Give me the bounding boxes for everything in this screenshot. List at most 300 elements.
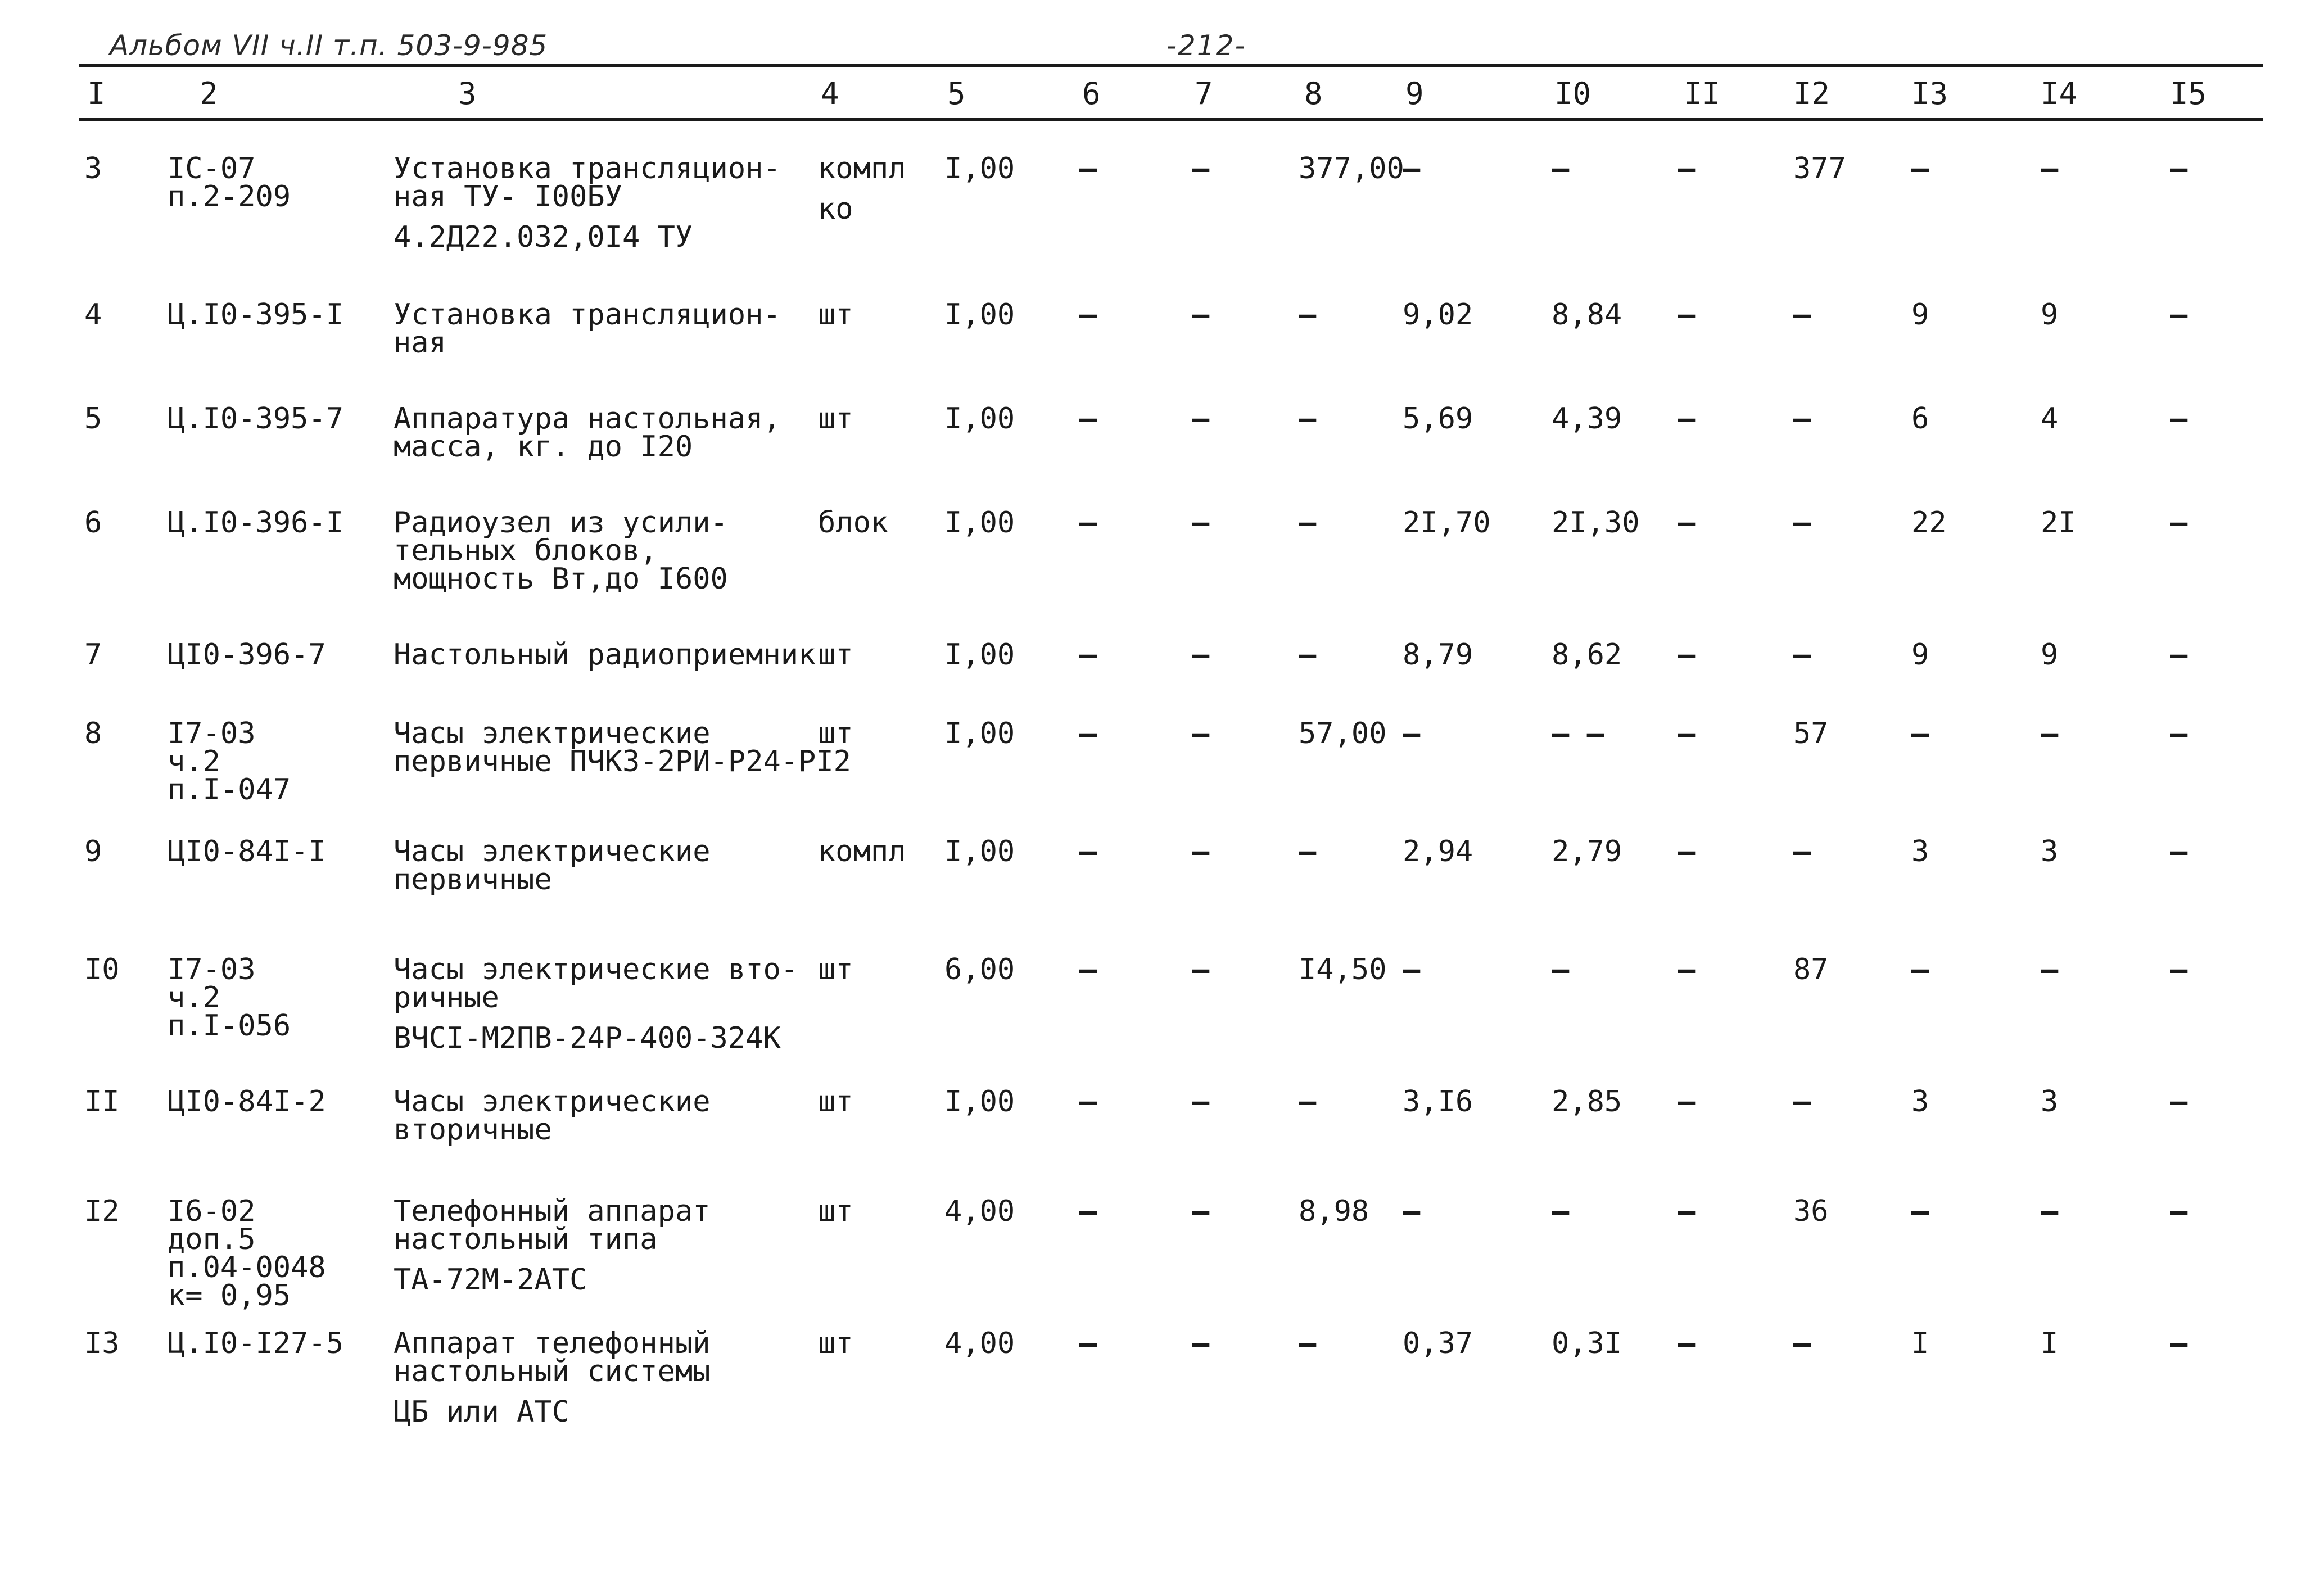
cell-value: – – bbox=[1552, 717, 1604, 750]
row-10-col-7 bbox=[1192, 1194, 1210, 1228]
row-5-col-5 bbox=[944, 638, 1015, 672]
row-11-col-2 bbox=[168, 1327, 344, 1360]
cell-line: Ц.I0-395-7 bbox=[168, 402, 344, 436]
cell-value: – bbox=[1793, 835, 1811, 868]
column-number-13: I3 bbox=[1911, 76, 1948, 111]
row-2-col-1 bbox=[84, 298, 102, 332]
row-9-col-9 bbox=[1403, 1085, 1473, 1119]
row-11-col-6 bbox=[1079, 1327, 1097, 1360]
row-3-col-5 bbox=[944, 402, 1015, 436]
row-6-col-7 bbox=[1192, 719, 1209, 748]
cell-value: – bbox=[1192, 298, 1210, 332]
cell-value: 4,00 bbox=[944, 1194, 1015, 1228]
cell-value: 2,85 bbox=[1552, 1085, 1622, 1119]
cell-value: – bbox=[2170, 506, 2188, 540]
row-10-col-15 bbox=[2170, 1194, 2188, 1228]
cell-value: – bbox=[1079, 717, 1097, 750]
row-9-col-13 bbox=[1911, 1085, 1929, 1119]
row-10-col-9 bbox=[1403, 1194, 1421, 1228]
cell-value: – bbox=[1299, 638, 1317, 672]
cell-value: 9 bbox=[84, 835, 102, 868]
cell-value: – bbox=[2170, 402, 2188, 436]
column-number-8: 8 bbox=[1304, 76, 1323, 111]
cell-value: – bbox=[1793, 638, 1811, 672]
cell-value: 3 bbox=[1911, 835, 1929, 868]
cell-line: масса, кг. до I20 bbox=[394, 430, 693, 464]
cell-line: ЦI0-84I-I bbox=[168, 835, 326, 868]
cell-value: – bbox=[2170, 953, 2188, 986]
row-3-col-12 bbox=[1793, 402, 1811, 436]
row-3-col-7 bbox=[1192, 402, 1210, 436]
cell-line: ная bbox=[394, 326, 446, 360]
row-2-col-14 bbox=[2041, 298, 2059, 332]
row-11-col-1 bbox=[84, 1327, 120, 1360]
row-4-col-8 bbox=[1299, 506, 1317, 540]
cell-value: – bbox=[1079, 402, 1097, 436]
row-4-col-15 bbox=[2170, 506, 2188, 540]
cell-line: IC-07 bbox=[168, 152, 256, 185]
cell-value: – bbox=[2170, 717, 2188, 750]
cell-value: 0,37 bbox=[1403, 1327, 1473, 1360]
cell-extra-line: ЦБ или АТС bbox=[394, 1395, 570, 1429]
row-6-col-13 bbox=[1911, 719, 1929, 748]
cell-value: – bbox=[1678, 152, 1696, 185]
row-7-col-3 bbox=[394, 835, 711, 897]
cell-line: ч.2 bbox=[168, 981, 220, 1015]
row-7-col-8 bbox=[1299, 835, 1317, 868]
cell-line: ч.2 bbox=[168, 745, 220, 779]
row-9-col-4 bbox=[818, 1085, 853, 1119]
cell-value: 377,00 bbox=[1299, 152, 1404, 185]
cell-value: – bbox=[1079, 1327, 1097, 1360]
cell-extra-line: 4.2Д22.032,0I4 ТУ bbox=[394, 220, 693, 254]
cell-value: – bbox=[2170, 1194, 2188, 1228]
cell-value: – bbox=[1299, 402, 1317, 436]
cell-value: – bbox=[1192, 1327, 1210, 1360]
cell-value: – bbox=[1192, 402, 1210, 436]
cell-value: – bbox=[1793, 298, 1811, 332]
row-10-col-4 bbox=[818, 1194, 853, 1228]
row-6-col-4 bbox=[818, 719, 853, 748]
cell-value: – bbox=[1793, 1085, 1811, 1119]
cell-value: 5,69 bbox=[1403, 402, 1473, 436]
cell-value: I,00 bbox=[944, 717, 1015, 750]
cell-value: 8,62 bbox=[1552, 638, 1622, 672]
cell-value: 9 bbox=[1911, 298, 1929, 332]
cell-value: – bbox=[1678, 298, 1696, 332]
row-5-col-11 bbox=[1678, 638, 1696, 672]
cell-value: 7 bbox=[84, 638, 102, 672]
row-8-col-12 bbox=[1793, 953, 1829, 986]
cell-value: – bbox=[2170, 1327, 2188, 1360]
row-8-col-5 bbox=[944, 953, 1015, 986]
cell-line: мощность Вт,до I600 bbox=[394, 562, 728, 596]
row-10-col-11 bbox=[1678, 1194, 1696, 1228]
row-10-col-1 bbox=[84, 1194, 120, 1228]
row-1-col-15 bbox=[2170, 152, 2188, 185]
cell-value: – bbox=[1192, 953, 1210, 986]
row-1-col-1 bbox=[84, 152, 102, 185]
cell-value: – bbox=[1793, 402, 1811, 436]
row-1-col-10 bbox=[1552, 152, 1570, 185]
row-4-col-5 bbox=[944, 506, 1015, 540]
cell-value: – bbox=[1192, 1085, 1210, 1119]
row-6-col-5 bbox=[944, 719, 1015, 748]
cell-value: 3,I6 bbox=[1403, 1085, 1473, 1119]
cell-value: – bbox=[1299, 835, 1317, 868]
row-9-col-7 bbox=[1192, 1085, 1210, 1119]
column-number-3: 3 bbox=[458, 76, 477, 111]
row-4-col-3 bbox=[394, 506, 728, 596]
cell-value: – bbox=[1678, 402, 1696, 436]
row-5-col-9 bbox=[1403, 638, 1473, 672]
row-8-col-15 bbox=[2170, 953, 2188, 986]
row-9-col-6 bbox=[1079, 1085, 1097, 1119]
cell-value: 5 bbox=[84, 402, 102, 436]
row-5-col-1 bbox=[84, 638, 102, 672]
row-5-col-14 bbox=[2041, 638, 2059, 672]
cell-value: – bbox=[1299, 506, 1317, 540]
cell-value: – bbox=[1299, 298, 1317, 332]
row-7-col-6 bbox=[1079, 835, 1097, 868]
row-4-col-13 bbox=[1911, 506, 1947, 540]
cell-value: 2I,30 bbox=[1552, 506, 1640, 540]
row-7-col-11 bbox=[1678, 835, 1696, 868]
cell-value: шт bbox=[818, 638, 853, 672]
row-11-col-13 bbox=[1911, 1327, 1929, 1360]
cell-extra-line: ТА-72М-2АТС bbox=[394, 1263, 587, 1297]
row-2-col-7 bbox=[1192, 298, 1210, 332]
row-1-col-8 bbox=[1299, 152, 1404, 185]
page-number: -212- bbox=[1166, 29, 1246, 62]
row-2-col-12 bbox=[1793, 298, 1811, 332]
row-4-col-12 bbox=[1793, 506, 1811, 540]
cell-value: шт bbox=[818, 717, 853, 750]
row-11-col-10 bbox=[1552, 1327, 1622, 1360]
column-number-12: I2 bbox=[1793, 76, 1830, 111]
row-1-col-6 bbox=[1079, 152, 1097, 185]
row-4-col-1 bbox=[84, 506, 102, 540]
album-reference: Альбом VII ч.II т.п. 503-9-985 bbox=[110, 29, 548, 62]
cell-value: шт bbox=[818, 953, 853, 986]
cell-value: – bbox=[1079, 638, 1097, 672]
cell-line: п.04-0048 bbox=[168, 1251, 326, 1284]
row-1-col-5 bbox=[944, 152, 1015, 185]
row-3-col-10 bbox=[1552, 402, 1622, 436]
row-2-col-13 bbox=[1911, 298, 1929, 332]
cell-value: 2I bbox=[2041, 506, 2076, 540]
row-7-col-2 bbox=[168, 835, 326, 868]
row-6-col-10 bbox=[1552, 719, 1604, 748]
cell-value: – bbox=[1678, 1327, 1696, 1360]
cell-value: I3 bbox=[84, 1327, 120, 1360]
row-6-col-2 bbox=[168, 717, 291, 807]
row-3-col-1 bbox=[84, 402, 102, 436]
column-number-4: 4 bbox=[821, 76, 839, 111]
cell-line: п.2-209 bbox=[168, 180, 291, 214]
cell-value: – bbox=[1192, 835, 1210, 868]
row-11-col-4 bbox=[818, 1327, 853, 1360]
row-9-col-10 bbox=[1552, 1085, 1622, 1119]
row-2-col-8 bbox=[1299, 298, 1317, 332]
cell-line: доп.5 bbox=[168, 1223, 256, 1256]
row-2-col-4 bbox=[818, 298, 853, 332]
row-9-col-2 bbox=[168, 1085, 326, 1119]
cell-value: – bbox=[1192, 506, 1210, 540]
row-10-col-14 bbox=[2041, 1194, 2059, 1228]
cell-line: настольный типа bbox=[394, 1223, 658, 1256]
cell-line: ная ТУ- I00БУ bbox=[394, 180, 622, 214]
column-number-6: 6 bbox=[1082, 76, 1101, 111]
cell-value: 87 bbox=[1793, 953, 1829, 986]
cell-value: 6,00 bbox=[944, 953, 1015, 986]
row-8-col-7 bbox=[1192, 953, 1210, 986]
row-5-col-2 bbox=[168, 638, 326, 672]
cell-value: – bbox=[1678, 953, 1696, 986]
cell-line: Ц.I0-396-I bbox=[168, 506, 344, 540]
cell-value: – bbox=[2170, 638, 2188, 672]
cell-line: п.I-047 bbox=[168, 773, 291, 807]
row-4-col-9 bbox=[1403, 506, 1491, 540]
cell-value: шт bbox=[818, 1085, 853, 1119]
row-3-col-2 bbox=[168, 402, 344, 436]
cell-value: I,00 bbox=[944, 298, 1015, 332]
cell-value: – bbox=[1403, 152, 1421, 185]
cell-value: – bbox=[1552, 953, 1570, 986]
cell-line: I6-02 bbox=[168, 1194, 256, 1228]
cell-value: – bbox=[2041, 953, 2059, 986]
row-8-col-4 bbox=[818, 953, 853, 986]
row-2-col-6 bbox=[1079, 298, 1097, 332]
row-11-col-8 bbox=[1299, 1327, 1317, 1360]
cell-value: 8 bbox=[84, 717, 102, 750]
cell-value: II bbox=[84, 1085, 120, 1119]
row-4-col-11 bbox=[1678, 506, 1696, 540]
row-9-col-12 bbox=[1793, 1085, 1811, 1119]
row-9-col-14 bbox=[2041, 1085, 2059, 1119]
cell-value: – bbox=[1911, 717, 1929, 750]
cell-value: I,00 bbox=[944, 638, 1015, 672]
cell-value: I,00 bbox=[944, 152, 1015, 185]
cell-line: ЦI0-396-7 bbox=[168, 638, 326, 672]
cell-value: 9 bbox=[1911, 638, 1929, 672]
row-2-col-11 bbox=[1678, 298, 1696, 332]
cell-line: I7-03 bbox=[168, 953, 256, 986]
row-9-col-3 bbox=[394, 1085, 711, 1147]
cell-value: – bbox=[1793, 1327, 1811, 1360]
cell-value: – bbox=[1793, 506, 1811, 540]
cell-value: 3 bbox=[1911, 1085, 1929, 1119]
row-8-col-14 bbox=[2041, 953, 2059, 986]
cell-value: 9 bbox=[2041, 298, 2059, 332]
cell-line: Часы электрические bbox=[394, 835, 711, 868]
cell-line: первичные bbox=[394, 863, 552, 897]
column-number-9: 9 bbox=[1405, 76, 1424, 111]
cell-line: тельных блоков, bbox=[394, 534, 658, 568]
row-4-col-7 bbox=[1192, 506, 1210, 540]
row-7-col-15 bbox=[2170, 835, 2188, 868]
header-top-rule bbox=[79, 64, 2263, 67]
cell-value: 3 bbox=[84, 152, 102, 185]
cell-value: 2,94 bbox=[1403, 835, 1473, 868]
row-6-col-11 bbox=[1678, 719, 1695, 748]
cell-value: – bbox=[2170, 1085, 2188, 1119]
row-10-col-5 bbox=[944, 1194, 1015, 1228]
cell-value: 4,39 bbox=[1552, 402, 1622, 436]
row-7-col-10 bbox=[1552, 835, 1622, 868]
row-1-col-2 bbox=[168, 152, 291, 214]
cell-value: 9,02 bbox=[1403, 298, 1473, 332]
cell-value: 8,84 bbox=[1552, 298, 1622, 332]
cell-line: Часы электрические bbox=[394, 717, 711, 750]
cell-line: п.I-056 bbox=[168, 1009, 291, 1043]
cell-value: I,00 bbox=[944, 506, 1015, 540]
row-11-col-5 bbox=[944, 1327, 1015, 1360]
cell-line: I7-03 bbox=[168, 717, 256, 750]
row-2-col-2 bbox=[168, 298, 344, 332]
row-5-col-13 bbox=[1911, 638, 1929, 672]
cell-line: к= 0,95 bbox=[168, 1279, 291, 1313]
row-10-col-3 bbox=[394, 1194, 711, 1297]
cell-value: – bbox=[1678, 638, 1696, 672]
cell-value: – bbox=[1079, 152, 1097, 185]
row-8-col-2 bbox=[168, 953, 291, 1043]
cell-value: – bbox=[1552, 1194, 1570, 1228]
row-3-col-13 bbox=[1911, 402, 1929, 436]
row-7-col-5 bbox=[944, 835, 1015, 868]
row-9-col-11 bbox=[1678, 1085, 1696, 1119]
row-11-col-3 bbox=[394, 1327, 711, 1429]
cell-value: шт bbox=[818, 1327, 853, 1360]
cell-line: Ц.I0-395-I bbox=[168, 298, 344, 332]
row-3-col-3 bbox=[394, 402, 781, 464]
row-10-col-2 bbox=[168, 1194, 326, 1313]
cell-value: – bbox=[2041, 152, 2059, 185]
row-7-col-4 bbox=[818, 835, 906, 868]
cell-value: 4 bbox=[2041, 402, 2059, 436]
cell-value: – bbox=[1079, 298, 1097, 332]
cell-value: 6 bbox=[84, 506, 102, 540]
column-number-15: I5 bbox=[2170, 76, 2207, 111]
cell-value: 2I,70 bbox=[1403, 506, 1491, 540]
row-4-col-4 bbox=[818, 506, 889, 540]
cell-value: компл bbox=[818, 152, 906, 185]
row-11-col-12 bbox=[1793, 1327, 1811, 1360]
row-1-col-14 bbox=[2041, 152, 2059, 185]
cell-value: 6 bbox=[1911, 402, 1929, 436]
cell-value: – bbox=[1079, 506, 1097, 540]
cell-value: 2,79 bbox=[1552, 835, 1622, 868]
row-5-col-10 bbox=[1552, 638, 1622, 672]
row-5-col-7 bbox=[1192, 638, 1210, 672]
row-5-col-8 bbox=[1299, 638, 1317, 672]
row-9-col-5 bbox=[944, 1085, 1015, 1119]
cell-value: 8,98 bbox=[1299, 1194, 1369, 1228]
cell-value: – bbox=[1678, 835, 1696, 868]
cell-value: I,00 bbox=[944, 402, 1015, 436]
row-11-col-14 bbox=[2041, 1327, 2059, 1360]
cell-line: Ц.I0-I27-5 bbox=[168, 1327, 344, 1360]
row-11-col-15 bbox=[2170, 1327, 2188, 1360]
cell-value: – bbox=[2170, 835, 2188, 868]
row-1-col-7 bbox=[1192, 152, 1210, 185]
cell-value: – bbox=[1678, 717, 1696, 750]
row-2-col-9 bbox=[1403, 298, 1473, 332]
column-number-14: I4 bbox=[2041, 76, 2078, 111]
row-7-col-14 bbox=[2041, 835, 2059, 868]
row-4-col-14 bbox=[2041, 506, 2076, 540]
cell-value: – bbox=[1678, 1085, 1696, 1119]
cell-value: компл bbox=[818, 835, 906, 868]
cell-value: – bbox=[2041, 717, 2059, 750]
row-3-col-11 bbox=[1678, 402, 1696, 436]
cell-value: – bbox=[1911, 953, 1929, 986]
cell-value: – bbox=[1911, 152, 1929, 185]
cell-line: ричные bbox=[394, 981, 499, 1015]
cell-value: шт bbox=[818, 402, 853, 436]
cell-line: Телефонный аппарат bbox=[394, 1194, 711, 1228]
row-2-col-10 bbox=[1552, 298, 1622, 332]
row-1-col-12 bbox=[1793, 152, 1846, 185]
cell-value: – bbox=[1079, 1085, 1097, 1119]
cell-value: – bbox=[2041, 1194, 2059, 1228]
row-6-col-9 bbox=[1403, 719, 1420, 748]
cell-value: – bbox=[1192, 152, 1210, 185]
row-3-col-9 bbox=[1403, 402, 1473, 436]
column-number-2: 2 bbox=[200, 76, 218, 111]
cell-value: блок bbox=[818, 506, 889, 540]
row-2-col-15 bbox=[2170, 298, 2188, 332]
row-6-col-12 bbox=[1793, 719, 1829, 748]
cell-value: I,00 bbox=[944, 835, 1015, 868]
row-4-col-6 bbox=[1079, 506, 1097, 540]
row-6-col-6 bbox=[1079, 719, 1097, 748]
header-bottom-rule bbox=[79, 118, 2263, 121]
row-7-col-9 bbox=[1403, 835, 1473, 868]
cell-value: 57 bbox=[1793, 717, 1829, 750]
row-4-col-2 bbox=[168, 506, 344, 540]
column-number-11: II bbox=[1684, 76, 1721, 111]
row-4-col-10 bbox=[1552, 506, 1640, 540]
row-3-col-8 bbox=[1299, 402, 1317, 436]
cell-value: 8,79 bbox=[1403, 638, 1473, 672]
row-5-col-12 bbox=[1793, 638, 1811, 672]
cell-value: – bbox=[2170, 298, 2188, 332]
row-8-col-1 bbox=[84, 953, 120, 986]
cell-line: Аппаратура настольная, bbox=[394, 402, 781, 436]
cell-line: Радиоузел из усили- bbox=[394, 506, 728, 540]
cell-line: ЦI0-84I-2 bbox=[168, 1085, 326, 1119]
row-9-col-8 bbox=[1299, 1085, 1317, 1119]
cell-value: 377 bbox=[1793, 152, 1846, 185]
column-number-1: I bbox=[87, 76, 106, 111]
cell-value: – bbox=[1192, 1194, 1210, 1228]
cell-extra-line: ВЧСI-М2ПВ-24Р-400-324К bbox=[394, 1021, 781, 1055]
row-9-col-1 bbox=[84, 1085, 120, 1119]
column-number-7: 7 bbox=[1195, 76, 1213, 111]
row-10-col-10 bbox=[1552, 1194, 1570, 1228]
row-6-col-8 bbox=[1299, 719, 1387, 748]
row-1-col-4 bbox=[818, 152, 906, 226]
cell-value: – bbox=[1911, 1194, 1929, 1228]
column-number-10: I0 bbox=[1554, 76, 1591, 111]
cell-value: I bbox=[2041, 1327, 2059, 1360]
cell-value: – bbox=[1079, 1194, 1097, 1228]
cell-value: – bbox=[1299, 1327, 1317, 1360]
row-8-col-8 bbox=[1299, 953, 1387, 986]
row-10-col-13 bbox=[1911, 1194, 1929, 1228]
cell-line: вторичные bbox=[394, 1113, 552, 1147]
